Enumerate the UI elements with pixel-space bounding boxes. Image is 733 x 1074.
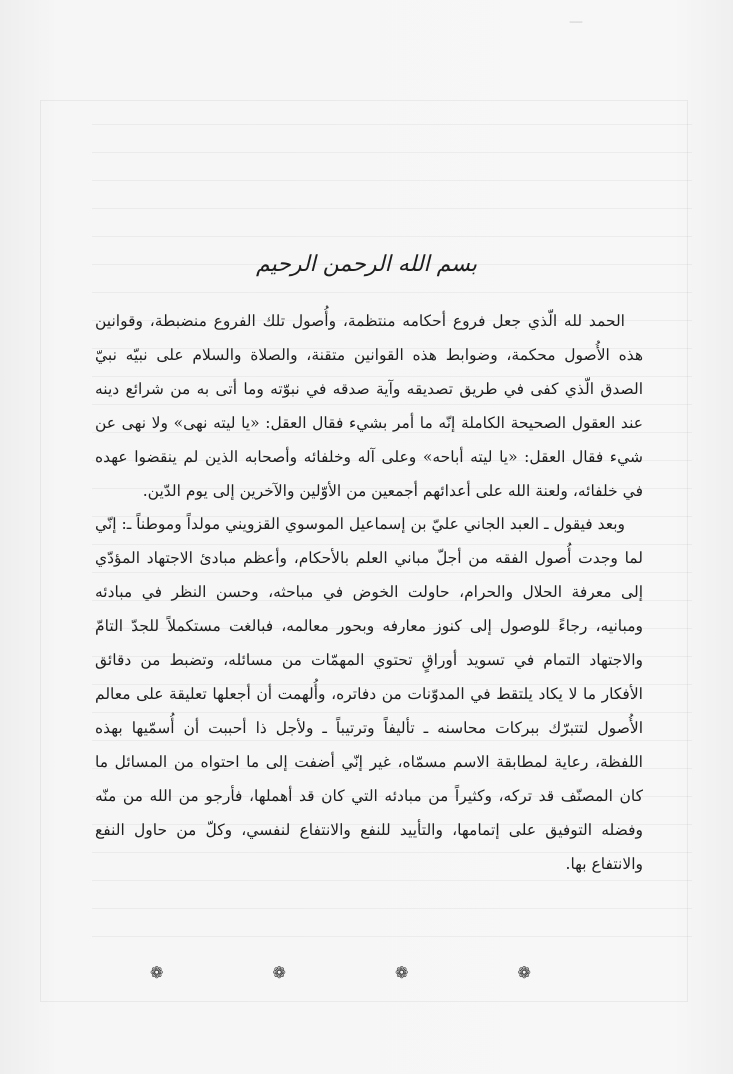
bleed-through-header — [60, 72, 637, 87]
body-text — [95, 305, 643, 881]
paragraph-praise: الحمد لله الّذي جعل فروع أحكامه منتظمة، وأُصول تلك الفروع منضبطة، وقوانين هذه الأُصول محكمة، وضوابط هذه القوانين متقنة، والصلاة والسلام على نبيّه نبيّ الصدق الّذي كفى في طريق تصديقه وآية صدقه في نبوّته وما أتى به من شرائع دينه عند العقول الصحيحة الكاملة إنّه ما أمر بشيء فقال العقل: «يا ليته نهى» ولا نهى عن شيء فقال العقل: «يا ليته أباحه» وعلى آله وخلفائه وأصحابه الذين لم ينقضوا عهده في خلفائه، ولعنة الله على أعدائهم أجمعين من الأوّلين والآخرين إلى يوم الدّين. — [95, 312, 643, 500]
basmala-heading: بسم الله الرحمن الرحيم — [255, 252, 478, 277]
paragraph-introduction: وبعد فيقول ـ العبد الجاني عليّ بن إسماعيل الموسوي القزويني مولداً وموطناً ـ: إنّي لما وجدت أُصول الفقه من أجلّ مباني العلم بالأحكام، وأعظم مبادئ الاجتهاد المؤدّي إلى معرفة الحلال والحرام، حاولت الخوض في مباحثه، وحسن النظر في مبادئه ومبانيه، رجاءً للوصول إلى كنوز معارفه وبحور معالمه، فبالغت مستكملاً للجدّ التامّ والاجتهاد التمام في تسويد أوراقٍ تحتوي المهمّات من مسائله، وتضبط من دقائق الأفكار ما لا يكاد يلتقط في المدوّنات من دفاتره، وأُلهمت أن أجعلها تعليقة على معالم الأُصول لتتبرّك ببركات محاسنه ـ تأليفاً وترتيباً ـ ولأجل ذا أحببت أن أُسمّيها بهذه اللفظة، رعاية لمطابقة الاسم مسمّاه، غير إنّي أضفت إلى ما احتواه من المسائل ما كان المصنّف قد تركه، وكثيراً من مبادئه التي كان قد أهملها، فأرجو من الله من منّه وفضله التوفيق على إتمامها، والتأييد للنفع والانتفاع لنفسي، وكلّ من حاول النفع والانتفاع بها. — [95, 515, 643, 873]
corner-mark: — — [569, 14, 583, 30]
section-ornament: ❁ ❁ ❁ ❁ — [150, 963, 583, 982]
